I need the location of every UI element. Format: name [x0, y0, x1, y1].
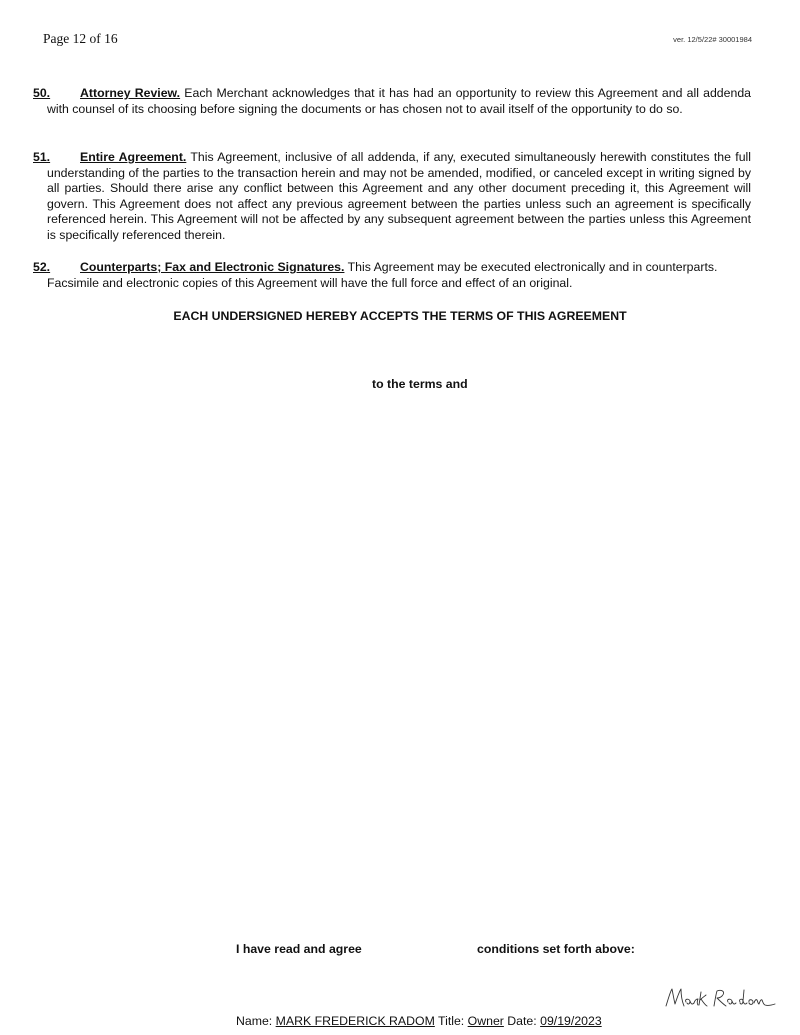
name-label: Name:: [236, 1014, 273, 1028]
signature-stroke: [740, 990, 747, 1004]
version-label: ver. 12/5/22# 30001984: [673, 35, 752, 44]
clause-title: Counterparts; Fax and Electronic Signatures.: [80, 260, 345, 274]
agree-statement-right: conditions set forth above:: [477, 942, 635, 956]
clause-text: This Agreement, inclusive of all addenda, if any, executed simultaneously herewith constitutes the full understanding of the parties to the transaction herein and may not be amended, modified, or canceled except in writing signed by all parties. Should there arise any conflict between this Agreement and any other document preceding it, this Agreement will govern. This Agreement does not affect any previous agreement between the parties unless such an agreement is specifically referenced herein. This Agreement will not be affected by any subsequent agreement between the parties unless this Agreement is specifically referenced therein.: [47, 150, 751, 242]
signature-stroke: [694, 999, 698, 1005]
title-label: Title:: [438, 1014, 465, 1028]
clause-number: 51.: [33, 150, 51, 164]
signature-info-line: [236, 1014, 602, 1028]
clause-51: [33, 150, 751, 244]
page-number: Page 12 of 16: [43, 31, 118, 46]
agree-statement-left: I have read and agree: [236, 942, 362, 956]
signature-stroke: [728, 999, 736, 1004]
clause-title: Attorney Review.: [80, 86, 181, 100]
signature-stroke: [686, 999, 694, 1004]
signature-image: [662, 984, 777, 1014]
date-value: 09/19/2023: [540, 1014, 602, 1028]
name-value: MARK FREDERICK RADOM: [275, 1014, 435, 1028]
clause-title: Entire Agreement.: [80, 150, 187, 164]
signature-stroke: [666, 989, 684, 1006]
clause-number: 52.: [33, 260, 51, 274]
clause-text: This Agreement may be executed electronically and in counterparts. Facsimile and electronic copies of this Agreement will have the full force and effect of an original.: [47, 260, 718, 290]
clause-52: [33, 260, 751, 291]
signature-stroke: [699, 992, 707, 1006]
acceptance-fragment: to the terms and: [372, 377, 468, 391]
title-value: Owner: [467, 1014, 504, 1028]
clause-number: 50.: [33, 86, 51, 100]
date-label: Date:: [507, 1014, 537, 1028]
signature-stroke: [749, 1000, 753, 1005]
clause-text: Each Merchant acknowledges that it has had an opportunity to review this Agreement and all addenda with counsel of its choosing before signing the documents or has chosen not to avail itself of the opportunity to do so.: [47, 86, 751, 116]
clause-50: [33, 86, 751, 117]
signature-stroke: [754, 1000, 775, 1006]
acceptance-heading: EACH UNDERSIGNED HEREBY ACCEPTS THE TERMS OF THIS AGREEMENT: [173, 309, 627, 323]
signature-stroke: [714, 990, 726, 1006]
